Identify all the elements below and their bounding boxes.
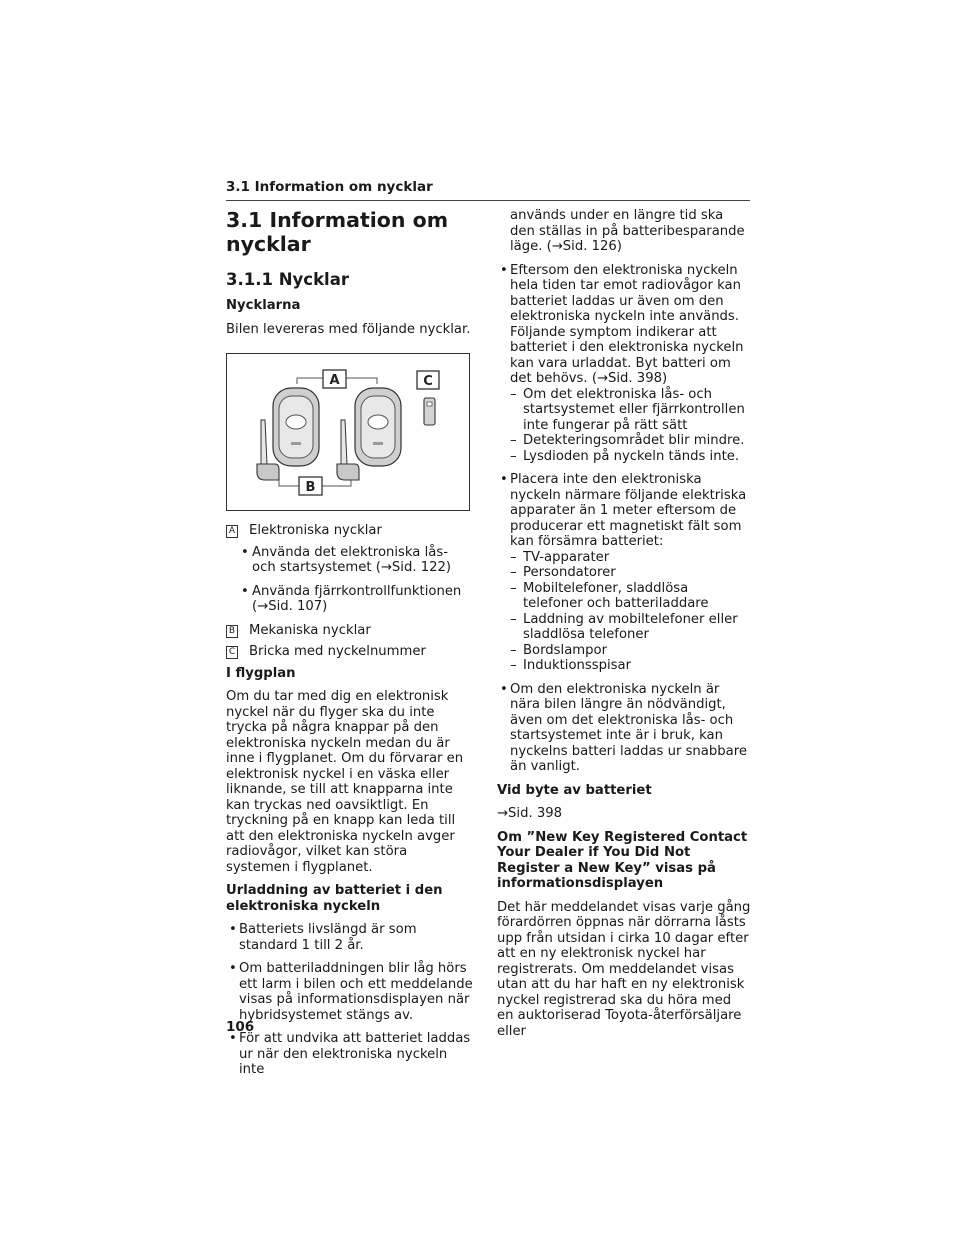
list-item-text: Placera inte den elektroniska nyckeln närmare följande elektriska apparater än 1 meter eftersom de producerar ett magnetiskt fält som kan försämra batteriet: bbox=[510, 472, 747, 549]
electronic-key-uses bbox=[226, 545, 474, 615]
battery-ref: →Sid. 398 bbox=[497, 806, 563, 821]
message-text: Det här meddelandet visas varje gång förardörren öppnas när dörrarna låsts upp från utsidan i cirka 10 dagar efter att en ny elektronisk nyckel har registrerats. Om meddelandet visas utan att du har haft en ny elektronisk nyckel registrerad ska du höra med en auktoriserad Toyota-återförsäljare eller bbox=[497, 899, 751, 1039]
electronic-key-right bbox=[355, 388, 401, 466]
callout-c-text: Bricka med nyckelnummer bbox=[249, 644, 426, 659]
message-heading: Om ”New Key Registered Contact Your Dealer if You Did Not Register a New Key” visas på informationsdisplayen bbox=[497, 829, 748, 891]
flight-text: Om du tar med dig en elektronisk nyckel när du flyger ska du inte trycka på några knappar på den elektroniska nyckeln medan du är inne i flygplanet. Om du förvarar en elektronisk nyckel i en väska eller liknande, se till att knapparna inte kan tryckas ned oavsiktligt. En tryckning på en knapp kan leda till att den elektroniska nyckeln avger radiovågor, vilket kan störa systemen i flygplanet. bbox=[226, 689, 464, 875]
dash-item: – Om det elektroniska lås- och startsystemet eller fjärrkontrollen inte fungerar på rätt sätt bbox=[510, 387, 751, 434]
list-item bbox=[497, 472, 751, 674]
right-column bbox=[497, 208, 751, 1047]
subsection-title: 3.1.1 Nycklar bbox=[226, 270, 349, 289]
list-item: • Använda det elektroniska lås- och startsystemet (→Sid. 122) bbox=[226, 545, 474, 576]
figure-label-c: C bbox=[423, 374, 433, 389]
dash-item: – Induktionsspisar bbox=[510, 658, 751, 674]
figure-label-b: B bbox=[305, 480, 316, 495]
symptom-list bbox=[510, 387, 751, 465]
running-header bbox=[226, 180, 750, 201]
flight-heading: I flygplan bbox=[226, 665, 296, 681]
dash-item: – Detekteringsområdet blir mindre. bbox=[510, 433, 751, 449]
figure-label-a: A bbox=[329, 373, 340, 388]
dash-item: – Bordslampor bbox=[510, 643, 751, 659]
continued-text: används under en längre tid ska den ställas in på batteribesparande läge. (→Sid. 126) bbox=[510, 208, 745, 254]
dash-item: – Persondatorer bbox=[510, 565, 751, 581]
dash-item: – Lysdioden på nyckeln tänds inte. bbox=[510, 449, 751, 465]
list-item-text: Eftersom den elektroniska nyckeln hela tiden tar emot radiovågor kan batteriet laddas ur även om den elektroniska nyckeln inte används. Följande symptom indikerar att batteriet i den elektroniska nyckeln kan vara urladdat. Byt batteri om det behövs. (→Sid. 398) bbox=[510, 262, 744, 386]
electronic-key-left bbox=[273, 388, 319, 466]
callout-c-badge: C bbox=[226, 646, 238, 659]
keys-illustration bbox=[226, 353, 470, 511]
callout-b-badge: B bbox=[226, 625, 238, 638]
keys-intro: Bilen levereras med följande nycklar. bbox=[226, 321, 471, 337]
list-item: • Använda fjärrkontrollfunktionen (→Sid. 107) bbox=[226, 584, 474, 615]
callout-a-text: Elektroniska nycklar bbox=[249, 523, 382, 538]
list-item bbox=[497, 263, 751, 465]
list-item: • För att undvika att batteriet laddas ur när den elektroniska nyckeln inte bbox=[226, 1031, 474, 1078]
key-number-plate bbox=[424, 398, 435, 425]
list-item: • Om batteriladdningen blir låg hörs ett larm i bilen och ett meddelande visas på informationsdisplayen när hybridsystemet stängs av. bbox=[226, 961, 474, 1023]
keys-heading: Nycklarna bbox=[226, 298, 301, 313]
battery-heading: Vid byte av batteriet bbox=[497, 782, 652, 798]
callout-a-badge: A bbox=[226, 525, 238, 538]
dash-item: – TV-apparater bbox=[510, 550, 751, 566]
dash-item: – Laddning av mobiltelefoner eller sladdlösa telefoner bbox=[510, 612, 751, 643]
callout-a bbox=[226, 523, 474, 539]
battery-list bbox=[497, 263, 751, 775]
callout-c bbox=[226, 644, 474, 660]
list-item: • Batteriets livslängd är som standard 1 till 2 år. bbox=[226, 922, 474, 953]
section-title: 3.1 Information om nycklar bbox=[226, 208, 449, 256]
left-column bbox=[226, 208, 474, 1086]
header-rule bbox=[226, 200, 750, 201]
callout-b bbox=[226, 623, 474, 639]
discharge-list bbox=[226, 922, 474, 1078]
running-header-title: 3.1 Information om nycklar bbox=[226, 179, 433, 195]
dash-item: – Mobiltelefoner, sladdlösa telefoner och batteriladdare bbox=[510, 581, 751, 612]
callout-b-text: Mekaniska nycklar bbox=[249, 622, 371, 638]
appliance-list bbox=[510, 550, 751, 674]
list-item: • Om den elektroniska nyckeln är nära bilen längre än nödvändigt, även om det elektroniska lås- och startsystemet inte är i bruk, kan nyckelns batteri laddas ur snabbare än vanligt. bbox=[497, 682, 751, 775]
discharge-heading: Urladdning av batteriet i den elektroniska nyckeln bbox=[226, 883, 443, 914]
page-number: 106 bbox=[226, 1019, 255, 1035]
